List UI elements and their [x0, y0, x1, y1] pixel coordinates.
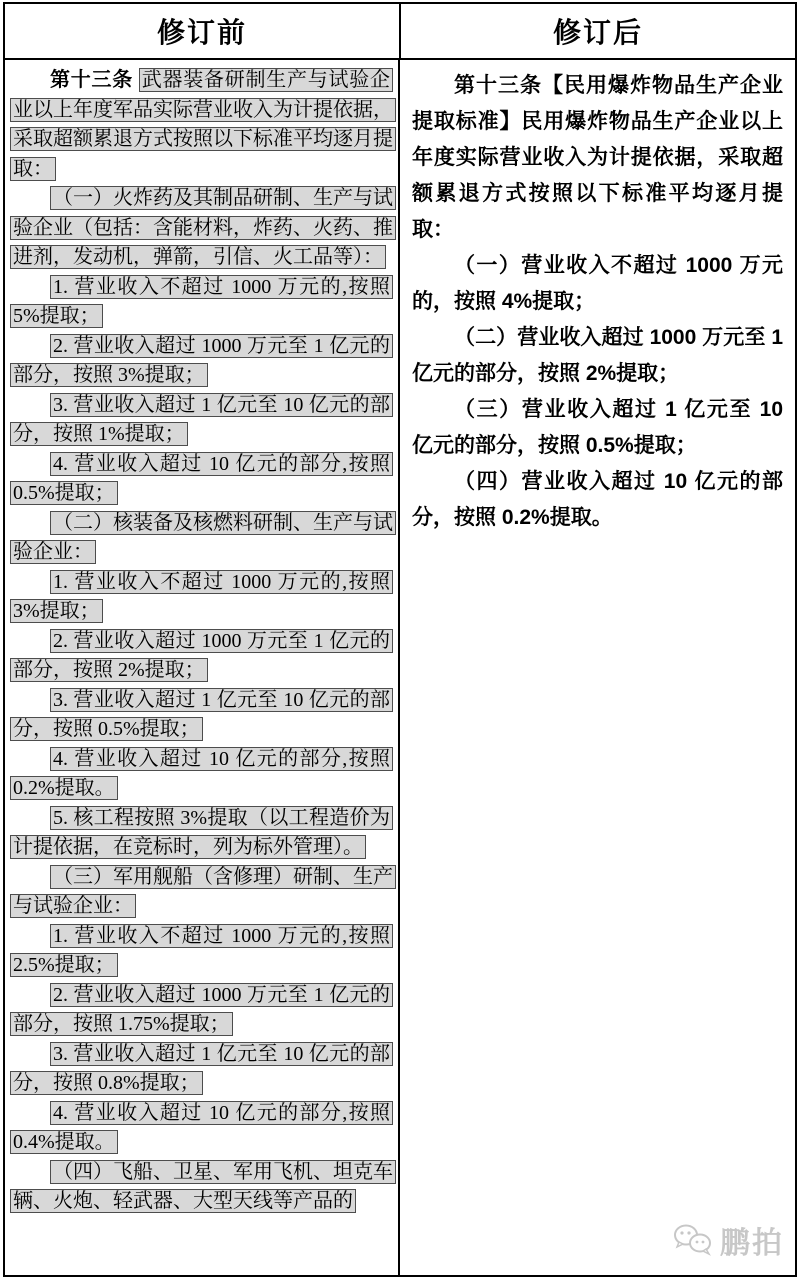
deleted-text-highlight: 5. 核工程按照 3%提取（以工程造价为计提依据，在竞标时，列为标外管理）。: [10, 806, 393, 860]
table-body-row: [5, 60, 795, 1275]
deleted-text-highlight: 4. 营业收入超过 10 亿元的部分,按照 0.2%提取。: [10, 747, 393, 801]
deleted-text-highlight: 4. 营业收入超过 10 亿元的部分,按照 0.5%提取；: [10, 452, 393, 506]
deleted-text-highlight: 2. 营业收入超过 1000 万元至 1 亿元的部分，按照 3%提取；: [10, 334, 393, 388]
deleted-text-highlight: 武器装备研制生产与试验企业以上年度军品实际营业收入为计提依据，采取超额累退方式按照以下标准平均逐月提取：: [10, 68, 396, 181]
before-paragraph: [10, 509, 393, 568]
before-paragraph: [10, 332, 393, 391]
deleted-text-highlight: 1. 营业收入不超过 1000 万元的,按照 5%提取；: [10, 275, 393, 329]
before-paragraph: [10, 922, 393, 981]
before-paragraph: [10, 981, 393, 1040]
before-paragraph: [10, 184, 393, 273]
deleted-text-highlight: （二）核装备及核燃料研制、生产与试验企业：: [10, 511, 396, 565]
before-paragraph: [10, 804, 393, 863]
before-paragraph: [10, 686, 393, 745]
paragraph-text: （二）营业收入超过 1000 万元至 1 亿元的部分，按照 2%提取；: [412, 326, 783, 385]
before-paragraph: [10, 391, 393, 450]
revision-comparison-table: [3, 2, 797, 1277]
watermark: [672, 1218, 784, 1262]
before-paragraph: [10, 1099, 393, 1158]
header-cell-before: 修订前: [5, 4, 401, 58]
deleted-text-highlight: 4. 营业收入超过 10 亿元的部分,按照 0.4%提取。: [10, 1101, 393, 1155]
after-paragraph: [412, 68, 783, 248]
deleted-text-highlight: （四）飞船、卫星、军用飞机、坦克车辆、火炮、轻武器、大型天线等产品的: [10, 1160, 396, 1214]
deleted-text-highlight: 3. 营业收入超过 1 亿元至 10 亿元的部分，按照 0.5%提取；: [10, 688, 393, 742]
deleted-text-highlight: 2. 营业收入超过 1000 万元至 1 亿元的部分，按照 1.75%提取；: [10, 983, 393, 1037]
article-number: 第十三条: [454, 74, 542, 97]
article-number: 第十三条: [50, 69, 139, 91]
before-paragraph: [10, 273, 393, 332]
deleted-text-highlight: 3. 营业收入超过 1 亿元至 10 亿元的部分，按照 0.8%提取；: [10, 1042, 393, 1096]
before-paragraph: [10, 450, 393, 509]
before-paragraph: [10, 1040, 393, 1099]
after-paragraph: [412, 320, 783, 392]
header-cell-after: 修订后: [552, 18, 643, 49]
after-paragraph: [412, 464, 783, 536]
before-column: [5, 60, 400, 1275]
before-paragraph: [10, 627, 393, 686]
after-paragraph: [412, 392, 783, 464]
before-paragraph: [10, 66, 393, 184]
paragraph-text: 【民用爆炸物品生产企业提取标准】民用爆炸物品生产企业以上年度实际营业收入为计提依据，采取超额累退方式按照以下标准平均逐月提取：: [412, 74, 783, 241]
deleted-text-highlight: （三）军用舰船（含修理）研制、生产与试验企业：: [10, 865, 396, 919]
deleted-text-highlight: （一）火炸药及其制品研制、生产与试验企业（包括：含能材料，炸药、火药、推进剂，发动机，弹箭，引信、火工品等）：: [10, 186, 396, 269]
table-header-row: [5, 4, 795, 60]
watermark-label: 鹏拍: [720, 1227, 784, 1260]
deleted-text-highlight: 1. 营业收入不超过 1000 万元的,按照 3%提取；: [10, 570, 393, 624]
after-column: [400, 60, 795, 1275]
before-paragraph: [10, 1158, 393, 1217]
paragraph-text: （三）营业收入超过 1 亿元至 10 亿元的部分，按照 0.5%提取；: [412, 398, 783, 457]
deleted-text-highlight: 3. 营业收入超过 1 亿元至 10 亿元的部分，按照 1%提取；: [10, 393, 393, 447]
paragraph-text: （四）营业收入超过 10 亿元的部分，按照 0.2%提取。: [412, 470, 783, 529]
paragraph-text: （一）营业收入不超过 1000 万元的，按照 4%提取；: [412, 254, 783, 313]
after-paragraph: [412, 248, 783, 320]
before-paragraph: [10, 568, 393, 627]
chat-bubbles-icon: [672, 1223, 714, 1257]
deleted-text-highlight: 1. 营业收入不超过 1000 万元的,按照 2.5%提取；: [10, 924, 393, 978]
before-paragraph: [10, 745, 393, 804]
before-paragraph: [10, 863, 393, 922]
deleted-text-highlight: 2. 营业收入超过 1000 万元至 1 亿元的部分，按照 2%提取；: [10, 629, 393, 683]
